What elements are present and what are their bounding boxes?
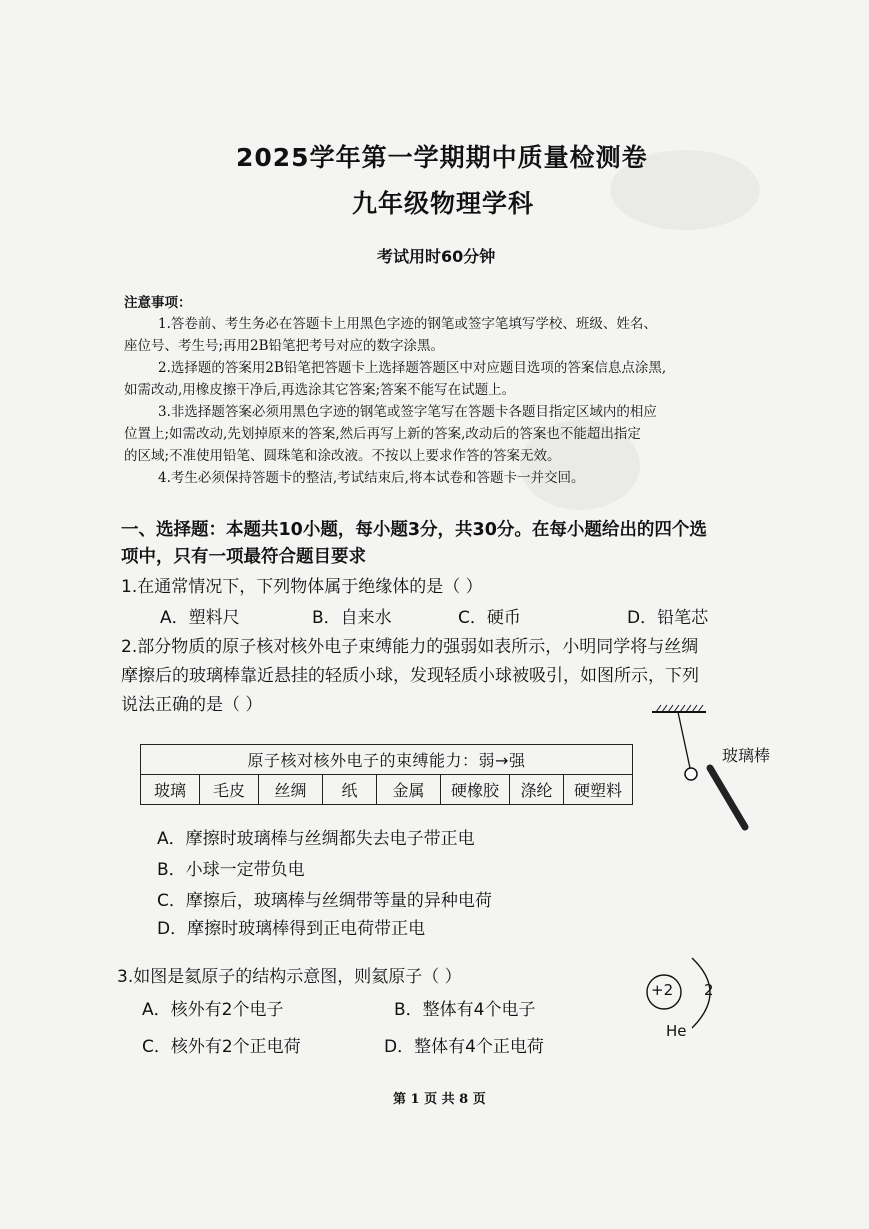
table-cell: 玻璃 — [141, 775, 200, 805]
question-2-option-a: A．摩擦时玻璃棒与丝绸都失去电子带正电 — [157, 829, 475, 849]
table-cell: 毛皮 — [200, 775, 259, 805]
section-heading-line1: 一、选择题：本题共10小题，每小题3分，共30分。在每小题给出的四个选 — [121, 520, 707, 540]
notice-item-2-line1: 2.选择题的答案用2B铅笔把答题卡上选择题答题区中对应题目选项的答案信息点涂黑, — [158, 360, 667, 376]
exam-duration: 考试用时60分钟 — [377, 247, 496, 266]
table-cell: 纸 — [323, 775, 377, 805]
exam-title: 2025学年第一学期期中质量检测卷 — [236, 143, 648, 172]
notice-item-4-line1: 4.考生必须保持答题卡的整洁,考试结束后,将本试卷和答题卡一并交回。 — [158, 470, 585, 486]
notice-item-2-line2: 如需改动,用橡皮擦干净后,再选涂其它答案;答案不能写在试题上。 — [124, 382, 516, 398]
glass-rod-label: 玻璃棒 — [722, 746, 771, 765]
question-1-stem: 1.在通常情况下，下列物体属于绝缘体的是（ ） — [121, 577, 483, 597]
question-3-option-b: B．整体有4个电子 — [394, 1000, 536, 1020]
question-2-line1: 2.部分物质的原子核对核外电子束缚能力的强弱如表所示，小明同学将与丝绸 — [121, 637, 699, 657]
glass-rod — [710, 768, 745, 827]
question-3-option-d: D．整体有4个正电荷 — [384, 1037, 544, 1057]
subject-title: 九年级物理学科 — [352, 189, 535, 218]
suspension-thread — [678, 712, 690, 768]
notice-item-1-line1: 1.答卷前、考生务必在答题卡上用黑色字迹的钢笔或签字笔填写学校、班级、姓名、 — [158, 316, 657, 332]
light-ball — [685, 768, 697, 780]
table-cell: 丝绸 — [259, 775, 323, 805]
table-cell: 硬橡胶 — [441, 775, 510, 805]
question-1-option-b: B．自来水 — [312, 608, 392, 628]
table-row — [141, 775, 633, 805]
question-3-option-a: A．核外有2个电子 — [142, 1000, 284, 1020]
notice-heading: 注意事项： — [124, 295, 192, 311]
question-2-option-c: C．摩擦后，玻璃棒与丝绸带等量的异种电荷 — [157, 891, 492, 911]
nucleus-charge-label: +2 — [651, 981, 674, 999]
section-heading-line2: 项中，只有一项最符合题目要求 — [121, 547, 366, 567]
notice-item-3-line1: 3.非选择题答案必须用黑色字迹的钢笔或签字笔写在答题卡各题目指定区域内的相应 — [158, 404, 657, 420]
table-header-row — [141, 745, 633, 775]
page-number: 第 1 页 共 8 页 — [393, 1092, 486, 1107]
question-2-line3: 说法正确的是（ ） — [121, 695, 263, 715]
question-1-option-a: A．塑料尺 — [160, 608, 240, 628]
question-2-option-d: D．摩擦时玻璃棒得到正电荷带正电 — [157, 919, 426, 939]
table-cell: 涤纶 — [510, 775, 564, 805]
notice-item-1-line2: 座位号、考生号;再用2B铅笔把考号对应的数字涂黑。 — [124, 338, 445, 354]
pendulum-figure — [640, 700, 760, 835]
notice-item-3-line2: 位置上;如需改动,先划掉原来的答案,然后再写上新的答案,改动后的答案也不能超出指定 — [124, 426, 641, 442]
question-3-option-c: C．核外有2个正电荷 — [142, 1037, 301, 1057]
table-cell: 硬塑料 — [564, 775, 633, 805]
binding-ability-table — [140, 744, 633, 805]
notice-item-3-line3: 的区域;不准使用铅笔、圆珠笔和涂改液。不按以上要求作答的答案无效。 — [124, 448, 561, 464]
question-2-option-b: B．小球一定带负电 — [157, 860, 305, 880]
table-header: 原子核对核外电子的束缚能力：弱→强 — [141, 745, 633, 775]
shell-electron-count: 2 — [704, 981, 714, 999]
question-2-line2: 摩擦后的玻璃棒靠近悬挂的轻质小球，发现轻质小球被吸引，如图所示，下列 — [121, 666, 699, 686]
table-cell: 金属 — [377, 775, 441, 805]
question-3-stem: 3.如图是氦原子的结构示意图，则氦原子（ ） — [117, 967, 462, 987]
element-symbol: He — [666, 1022, 687, 1040]
question-1-option-c: C．硬币 — [458, 608, 521, 628]
question-1-option-d: D．铅笔芯 — [627, 608, 709, 628]
